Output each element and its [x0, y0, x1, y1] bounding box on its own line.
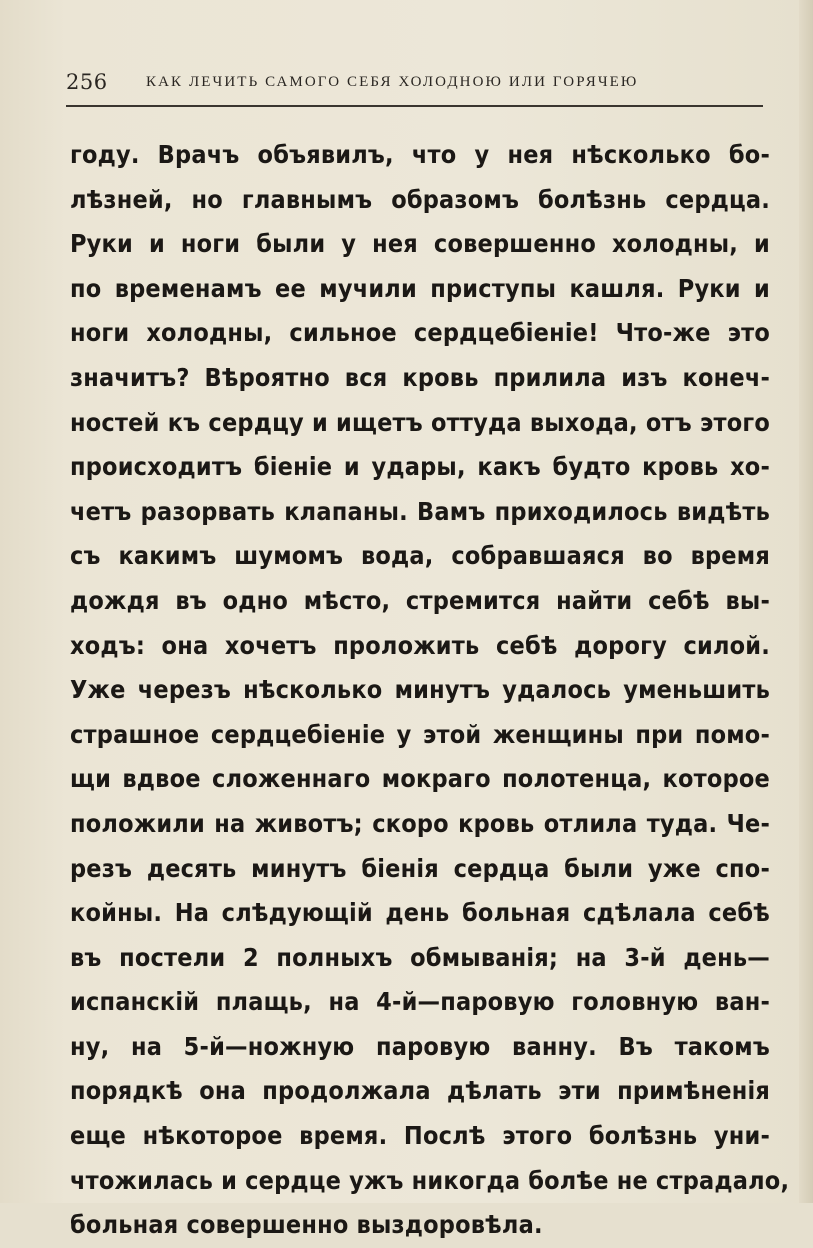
text-line: резъ десять минутъ біенія сердца были уже спо- — [70, 853, 770, 883]
text-line: году. Врачъ объявилъ, что у нея нѣсколько бо- — [70, 140, 770, 169]
text-line: съ какимъ шумомъ вода, собравшаяся во время — [70, 541, 770, 571]
page-edge — [799, 0, 813, 1203]
text-line: дождя въ одно мѣсто, стремится найти себѣ вы- — [70, 585, 770, 615]
text-line: ностей къ сердцу и ищетъ оттуда выхода, отъ этого — [70, 407, 770, 437]
running-title: КАК ЛЕЧИТЬ САМОГО СЕБЯ ХОЛОДНОЮ ИЛИ ГОРЯЧЕЮ — [146, 74, 639, 90]
text-line: происходитъ біеніе и удары, какъ будто кровь хо- — [70, 452, 770, 482]
header-rule — [66, 105, 763, 107]
text-line: по временамъ ее мучили приступы кашля. Руки и — [70, 273, 770, 303]
text-line: ходъ: она хочетъ проложить себѣ дорогу силой. — [70, 630, 770, 660]
text-line: ноги холодны, сильное сердцебіеніе! Что-же это — [70, 318, 770, 348]
text-line: чтожилась и сердце ужъ никогда болѣе не страдало, — [70, 1165, 790, 1195]
text-line: порядкѣ она продолжала дѣлать эти примѣненія — [70, 1076, 770, 1106]
text-line: койны. На слѣдующій день больная сдѣлала себѣ — [70, 898, 770, 928]
text-line: значитъ? Вѣроятно вся кровь прилила изъ конеч- — [70, 362, 770, 392]
text-line: испанскій плащь, на 4-й—паровую головную ван- — [70, 987, 770, 1017]
text-line: Руки и ноги были у нея совершенно холодны, и — [70, 229, 770, 259]
text-line: Уже черезъ нѣсколько минутъ удалось уменьшить — [70, 675, 770, 705]
text-line: лѣзней, но главнымъ образомъ болѣзнь сердца. — [70, 184, 770, 214]
text-line: щи вдвое сложеннаго мокраго полотенца, которое — [70, 764, 770, 794]
running-head — [66, 64, 763, 102]
text-line: въ постели 2 полныхъ обмыванія; на 3-й день— — [70, 942, 770, 972]
text-line: больная совершенно выздоровѣла. — [70, 1210, 543, 1240]
text-line: ну, на 5-й—ножную паровую ванну. Въ такомъ — [70, 1031, 770, 1061]
text-line: страшное сердцебіеніе у этой женщины при помо- — [70, 719, 770, 749]
body-text — [70, 133, 790, 1248]
text-line: еще нѣкоторое время. Послѣ этого болѣзнь уни- — [70, 1121, 770, 1151]
page-number: 256 — [66, 70, 108, 94]
text-line: положили на животъ; скоро кровь отлила туда. Че- — [70, 808, 770, 838]
text-line: четъ разорвать клапаны. Вамъ приходилось видѣть — [70, 496, 770, 526]
